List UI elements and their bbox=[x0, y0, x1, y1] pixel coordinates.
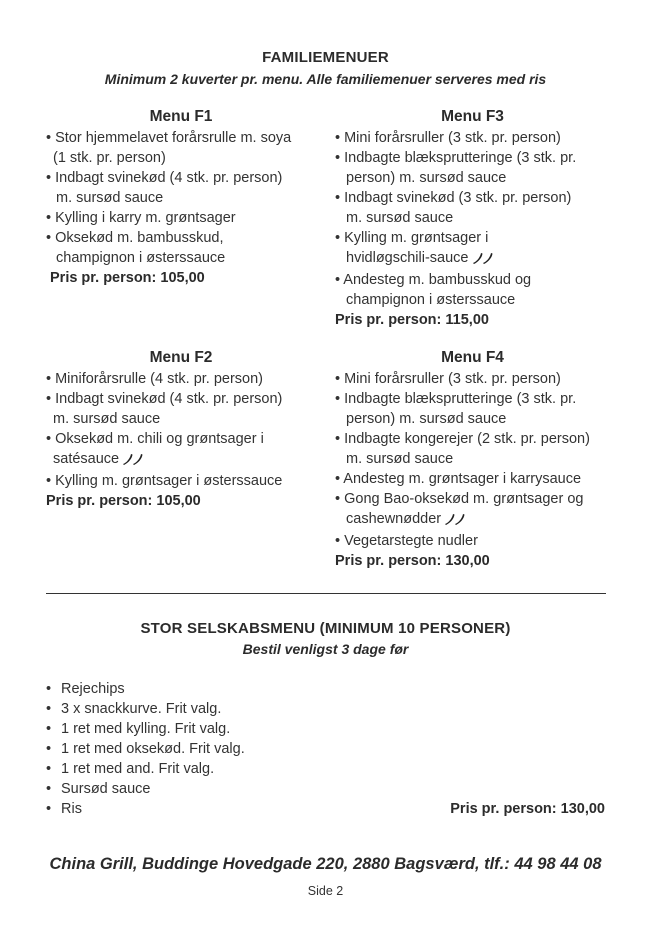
menu-f4-heading: Menu F4 bbox=[441, 349, 504, 366]
restaurant-contact: China Grill, Buddinge Hovedgade 220, 2880 Bagsværd, tlf.: 44 98 44 08 bbox=[49, 855, 602, 873]
list-item: • 1 ret med kylling. Frit valg. bbox=[46, 719, 245, 739]
chili-pepper-icon bbox=[472, 250, 494, 270]
party-menu-list bbox=[46, 679, 245, 819]
chili-pepper-icon bbox=[122, 451, 144, 471]
list-item: • 3 x snackkurve. Frit valg. bbox=[46, 699, 245, 719]
menu-f3-item-detail: champignon i østerssauce bbox=[346, 292, 516, 308]
menu-f4-item: • Andesteg m. grøntsager i karrysauce bbox=[335, 471, 582, 487]
menu-f2-item-detail: satésauce bbox=[46, 449, 321, 471]
family-menus-subtitle: Minimum 2 kuverter pr. menu. Alle familiemenuer serveres med ris bbox=[104, 71, 547, 87]
list-item: • Sursød sauce bbox=[46, 779, 245, 799]
list-item: • Rejechips bbox=[46, 679, 245, 699]
section-divider bbox=[46, 593, 606, 594]
menu-f4 bbox=[335, 348, 625, 571]
menu-f4-item: • Indbagte kongerejer (2 stk. pr. person) bbox=[335, 431, 590, 447]
list-item: • 1 ret med and. Frit valg. bbox=[46, 759, 245, 779]
menu-f2-item: • Indbagt svinekød (4 stk. pr. person) bbox=[46, 391, 283, 407]
menu-f4-item: • Vegetarstegte nudler bbox=[335, 533, 478, 549]
menu-f4-item-detail: person) m. sursød sauce bbox=[346, 411, 507, 427]
list-item: • 1 ret med oksekød. Frit valg. bbox=[46, 739, 245, 759]
chili-pepper-icon bbox=[444, 511, 466, 531]
menu-f3-item-detail: person) m. sursød sauce bbox=[346, 170, 507, 186]
menu-f1-item: • Indbagt svinekød (4 stk. pr. person) bbox=[46, 170, 283, 186]
menu-f2-price: Pris pr. person: 105,00 bbox=[46, 493, 201, 509]
party-menu-subtitle: Bestil venligst 3 dage før bbox=[242, 641, 409, 657]
menu-f2-item: • Oksekød m. chili og grøntsager i bbox=[46, 431, 264, 447]
menu-f1-item-detail: champignon i østerssauce bbox=[56, 250, 226, 266]
menu-f4-item-detail: m. sursød sauce bbox=[346, 451, 454, 467]
page-number: Side 2 bbox=[307, 884, 344, 898]
party-menu-title: STOR SELSKABSMENU (MINIMUM 10 PERSONER) bbox=[140, 620, 511, 637]
menu-f4-item: • Gong Bao-oksekød m. grøntsager og bbox=[335, 491, 584, 507]
menu-f3 bbox=[335, 107, 625, 330]
menu-f3-item-detail: hvidløgschili-sauce bbox=[335, 248, 625, 270]
menu-f4-price: Pris pr. person: 130,00 bbox=[335, 553, 490, 569]
menu-f2-item: • Miniforårsrulle (4 stk. pr. person) bbox=[46, 371, 264, 387]
menu-f1-item: • Kylling i karry m. grøntsager bbox=[46, 210, 236, 226]
menu-f4-item-detail: cashewnødder bbox=[335, 509, 625, 531]
menu-f3-item: • Andesteg m. bambusskud og bbox=[335, 272, 532, 288]
menu-f1-item-detail: m. sursød sauce bbox=[56, 190, 164, 206]
menu-f1-heading: Menu F1 bbox=[149, 108, 213, 125]
menu-f2-item: • Kylling m. grøntsager i østerssauce bbox=[46, 473, 283, 489]
menu-f3-price: Pris pr. person: 115,00 bbox=[335, 312, 489, 328]
menu-f3-item: • Kylling m. grøntsager i bbox=[335, 230, 489, 246]
menu-f1-price: Pris pr. person: 105,00 bbox=[50, 270, 205, 286]
menu-f2-item-detail: m. sursød sauce bbox=[53, 411, 161, 427]
menu-f1-item: • Stor hjemmelavet forårsrulle m. soya bbox=[46, 130, 292, 146]
family-menus-title: FAMILIEMENUER bbox=[262, 49, 389, 66]
menu-f3-heading: Menu F3 bbox=[441, 108, 504, 125]
menu-f1 bbox=[46, 107, 321, 288]
menu-f3-item: • Mini forårsruller (3 stk. pr. person) bbox=[335, 130, 561, 146]
menu-f3-item: • Indbagt svinekød (3 stk. pr. person) bbox=[335, 190, 572, 206]
menu-f4-item: • Mini forårsruller (3 stk. pr. person) bbox=[335, 371, 561, 387]
menu-f3-item: • Indbagte blæksprutteringe (3 stk. pr. bbox=[335, 150, 577, 166]
menu-f4-item: • Indbagte blæksprutteringe (3 stk. pr. bbox=[335, 391, 577, 407]
menu-f3-item-detail: m. sursød sauce bbox=[346, 210, 454, 226]
party-menu-price: Pris pr. person: 130,00 bbox=[450, 801, 605, 817]
menu-f2 bbox=[46, 348, 321, 511]
menu-f1-item: • Oksekød m. bambusskud, bbox=[46, 230, 224, 246]
menu-f1-item-detail: (1 stk. pr. person) bbox=[53, 150, 166, 166]
menu-f2-heading: Menu F2 bbox=[149, 349, 213, 366]
list-item: • Ris bbox=[46, 799, 245, 819]
